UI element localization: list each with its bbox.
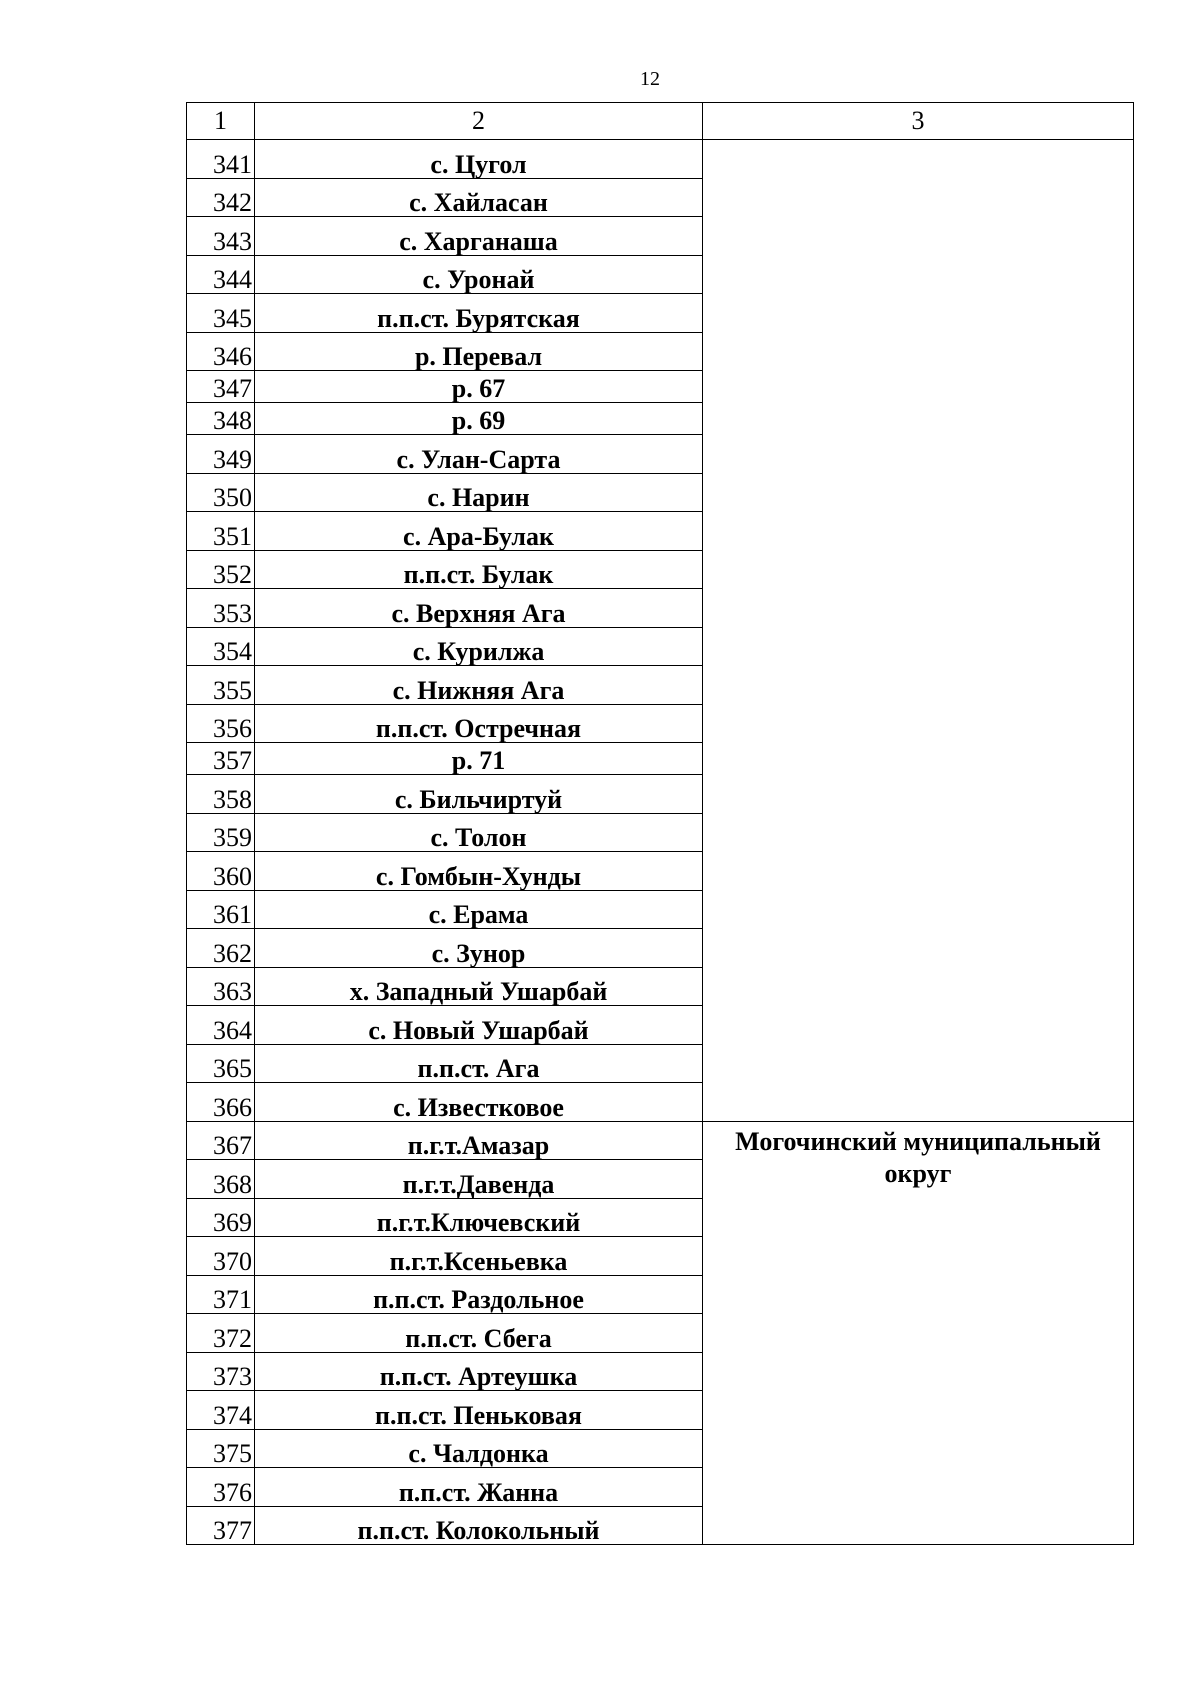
settlement-name-cell: р. Перевал: [255, 332, 703, 371]
row-number-cell: 370: [187, 1237, 255, 1276]
settlement-name-cell: п.п.ст. Артеушка: [255, 1352, 703, 1391]
row-number-cell: 350: [187, 473, 255, 512]
page-number: 12: [640, 68, 660, 90]
row-number-cell: 366: [187, 1083, 255, 1122]
settlement-name-cell: с. Толон: [255, 813, 703, 852]
district-cell: [703, 140, 1134, 1122]
settlement-name-cell: п.п.ст. Остречная: [255, 704, 703, 743]
settlement-name-cell: п.г.т.Ксеньевка: [255, 1237, 703, 1276]
row-number-cell: 372: [187, 1314, 255, 1353]
settlement-name-cell: р. 69: [255, 403, 703, 435]
row-number-cell: 357: [187, 743, 255, 775]
settlement-name-cell: с. Цугол: [255, 140, 703, 179]
row-number-cell: 374: [187, 1391, 255, 1430]
settlement-name-cell: п.п.ст. Булак: [255, 550, 703, 589]
settlement-name-cell: р. 71: [255, 743, 703, 775]
row-number-cell: 377: [187, 1506, 255, 1545]
row-number-cell: 351: [187, 512, 255, 551]
table-row: [187, 140, 1134, 179]
settlement-name-cell: п.г.т.Амазар: [255, 1121, 703, 1160]
row-number-cell: 346: [187, 332, 255, 371]
row-number-cell: 353: [187, 589, 255, 628]
row-number-cell: 373: [187, 1352, 255, 1391]
settlement-name-cell: с. Бильчиртуй: [255, 775, 703, 814]
settlement-name-cell: п.п.ст. Колокольный: [255, 1506, 703, 1545]
settlement-name-cell: с. Зунор: [255, 929, 703, 968]
row-number-cell: 367: [187, 1121, 255, 1160]
row-number-cell: 355: [187, 666, 255, 705]
settlement-name-cell: с. Курилжа: [255, 627, 703, 666]
settlement-name-cell: с. Новый Ушарбай: [255, 1006, 703, 1045]
row-number-cell: 343: [187, 217, 255, 256]
settlement-name-cell: с. Верхняя Ага: [255, 589, 703, 628]
settlement-name-cell: с. Уронай: [255, 255, 703, 294]
row-number-cell: 358: [187, 775, 255, 814]
settlement-name-cell: р. 67: [255, 371, 703, 403]
settlement-name-cell: с. Ерама: [255, 890, 703, 929]
table-row: [187, 1121, 1134, 1160]
settlement-name-cell: п.п.ст. Бурятская: [255, 294, 703, 333]
row-number-cell: 364: [187, 1006, 255, 1045]
column-header-1: 1: [187, 103, 255, 140]
settlements-table: [186, 102, 1134, 1545]
row-number-cell: 354: [187, 627, 255, 666]
row-number-cell: 349: [187, 435, 255, 474]
row-number-cell: 356: [187, 704, 255, 743]
settlement-name-cell: с. Гомбын-Хунды: [255, 852, 703, 891]
settlement-name-cell: п.п.ст. Раздольное: [255, 1275, 703, 1314]
settlement-name-cell: п.п.ст. Сбега: [255, 1314, 703, 1353]
row-number-cell: 376: [187, 1468, 255, 1507]
settlement-name-cell: с. Ара-Булак: [255, 512, 703, 551]
row-number-cell: 341: [187, 140, 255, 179]
settlement-name-cell: с. Харганаша: [255, 217, 703, 256]
row-number-cell: 365: [187, 1044, 255, 1083]
row-number-cell: 361: [187, 890, 255, 929]
row-number-cell: 344: [187, 255, 255, 294]
settlement-name-cell: с. Нижняя Ага: [255, 666, 703, 705]
row-number-cell: 369: [187, 1198, 255, 1237]
column-header-2: 2: [255, 103, 703, 140]
settlement-name-cell: с. Нарин: [255, 473, 703, 512]
row-number-cell: 359: [187, 813, 255, 852]
row-number-cell: 352: [187, 550, 255, 589]
settlement-name-cell: п.г.т.Давенда: [255, 1160, 703, 1199]
row-number-cell: 368: [187, 1160, 255, 1199]
settlement-name-cell: с. Улан-Сарта: [255, 435, 703, 474]
row-number-cell: 347: [187, 371, 255, 403]
settlement-name-cell: п.п.ст. Пеньковая: [255, 1391, 703, 1430]
row-number-cell: 363: [187, 967, 255, 1006]
settlement-name-cell: х. Западный Ушарбай: [255, 967, 703, 1006]
settlement-name-cell: с. Известковое: [255, 1083, 703, 1122]
settlement-name-cell: п.п.ст. Ага: [255, 1044, 703, 1083]
settlement-name-cell: п.г.т.Ключевский: [255, 1198, 703, 1237]
settlement-name-cell: с. Чалдонка: [255, 1429, 703, 1468]
row-number-cell: 375: [187, 1429, 255, 1468]
row-number-cell: 345: [187, 294, 255, 333]
column-header-3: 3: [703, 103, 1134, 140]
district-cell: Могочинский муниципальный округ: [703, 1121, 1134, 1545]
table-header-row: [187, 103, 1134, 140]
row-number-cell: 342: [187, 178, 255, 217]
table-body: [187, 103, 1134, 1545]
row-number-cell: 360: [187, 852, 255, 891]
settlement-name-cell: с. Хайласан: [255, 178, 703, 217]
settlement-name-cell: п.п.ст. Жанна: [255, 1468, 703, 1507]
row-number-cell: 362: [187, 929, 255, 968]
row-number-cell: 348: [187, 403, 255, 435]
row-number-cell: 371: [187, 1275, 255, 1314]
